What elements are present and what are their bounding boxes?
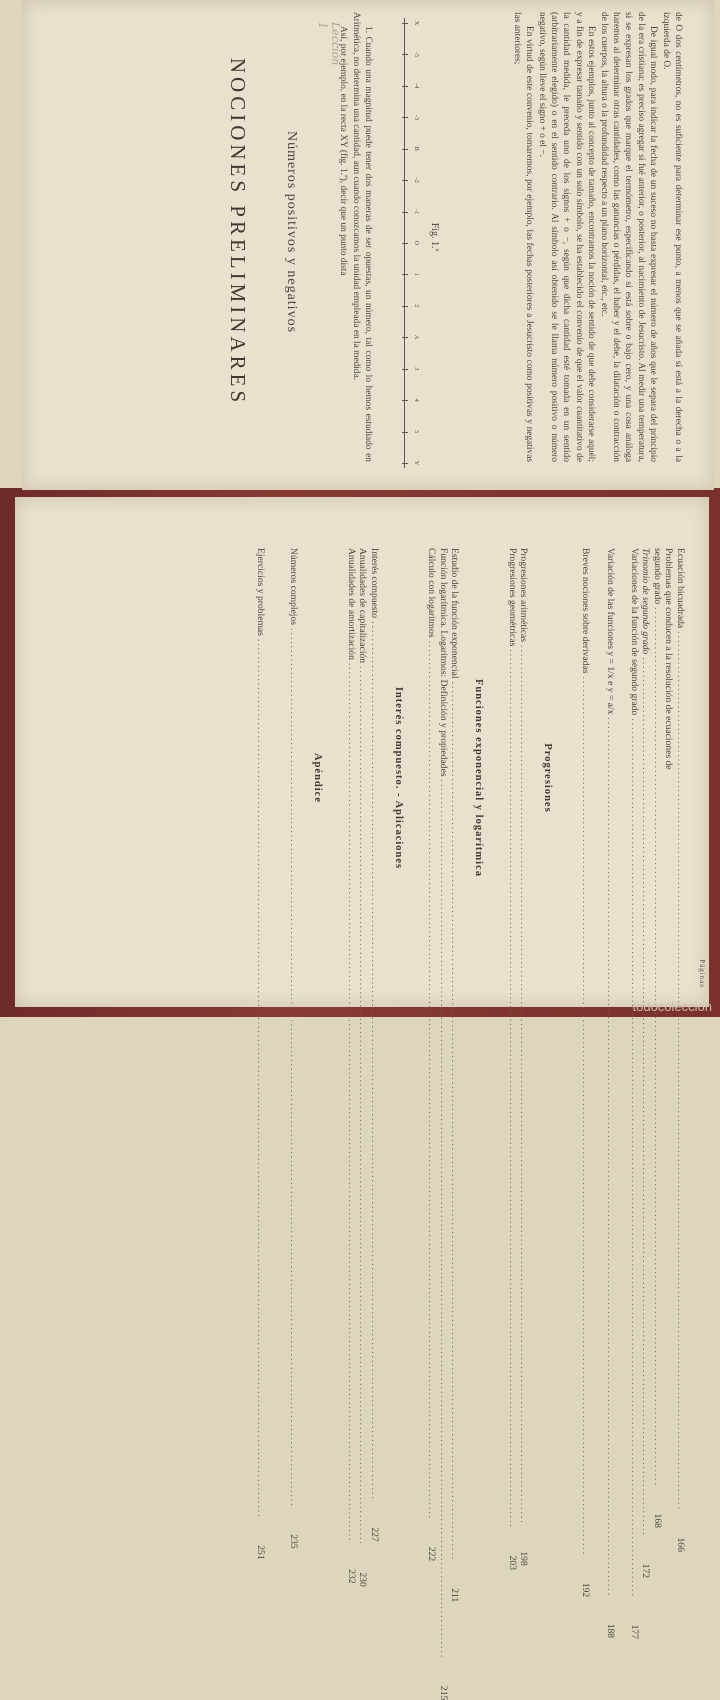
paragraph-4: De igual modo, para indicar la fecha de un suceso no basta expresar el número de años que le separa del principio de la era cristiana; es preciso agregar si fué anterior, o posterior, al nacimiento de Jesucristo. Al medir una temperatura, si se expresan los grados que marque el termómetro, especificando si está sobre o bajo cero, y una cosa análoga haremos al determinar otras cantidades, como las ganancias o pérdidas, el haber y el debe, la dilatación o contracción de los cuerpos, la altura o la profundidad respecto a un plano horizontal, etc., etc. bbox=[598, 12, 659, 462]
number-line-label: 1 bbox=[413, 272, 420, 277]
index-entry-page: 215 bbox=[438, 1685, 449, 1700]
number-line-tick bbox=[402, 306, 408, 307]
watermark-logo: todocoleccion bbox=[632, 999, 712, 1014]
dot-leader: ........................................................................................................................................................................................................ bbox=[605, 717, 617, 1598]
number-line-tick bbox=[402, 86, 408, 87]
paragraph-3: de O dos centímetros, no es suficiente para determinar ese punto, a menos que se añada si está a la derecha o a la izquierda de O. bbox=[660, 12, 683, 462]
number-line-tick bbox=[402, 180, 408, 181]
number-line-label: -1 bbox=[413, 208, 420, 215]
number-line-tick bbox=[402, 243, 408, 244]
number-line-tick bbox=[402, 400, 408, 401]
index-entry bbox=[605, 548, 617, 1639]
index-entry bbox=[255, 548, 266, 1560]
index-entry-label: Números complejos bbox=[288, 548, 300, 626]
dot-leader: ........................................................................................................................................................................................................ bbox=[629, 718, 640, 1598]
index-entry-label: Cálculo con logaritmos bbox=[426, 548, 438, 638]
index-entry bbox=[518, 548, 530, 1566]
number-line-tick bbox=[402, 274, 408, 275]
chapter-title: NOCIONES PRELIMINARES bbox=[226, 57, 250, 407]
index-entry-page: 251 bbox=[255, 1545, 266, 1560]
index-entry-label: Variación de las funciones y = 1/x e y = a/x bbox=[605, 548, 617, 715]
number-line-label: -3 bbox=[413, 114, 420, 120]
index-entry bbox=[580, 548, 591, 1598]
number-line-label: O bbox=[413, 240, 420, 246]
paragraph-2: Así, por ejemplo, en la recta XY (fig. 1.ª), decir que un punto dista bbox=[338, 26, 349, 276]
paragraph-6: En virtud de este convenio, tomaremos, por ejemplo, las fechas posteriores a Jesucristo como positivas y negativas las anteriores; bbox=[511, 12, 535, 462]
pencil-annotation: Lección 1 bbox=[316, 22, 342, 66]
dot-leader: ........................................................................................................................................................................................................ bbox=[426, 640, 438, 1521]
dot-leader: ........................................................................................................................................................................................................ bbox=[580, 676, 591, 1557]
section-apendice: Apéndice bbox=[312, 753, 324, 803]
index-entry-page: 211 bbox=[449, 1588, 461, 1603]
dot-leader: ........................................................................................................................................................................................................ bbox=[640, 657, 652, 1538]
index-entry-label: Trinomio de segundo grado bbox=[640, 548, 652, 655]
number-line-label: Y bbox=[413, 460, 420, 466]
paragraph-block-2 bbox=[510, 12, 684, 462]
index-entry-page: 230 bbox=[357, 1572, 369, 1587]
number-line-tick bbox=[402, 212, 408, 213]
number-line-label: 5 bbox=[413, 429, 420, 434]
number-line-label: A bbox=[413, 334, 420, 340]
number-line-tick bbox=[402, 432, 408, 433]
index-entry-label: Ecuación bicuadrada bbox=[675, 548, 686, 629]
index-entry-label: Estudio de la función exponencial bbox=[449, 548, 461, 679]
index-entry bbox=[652, 548, 663, 1528]
number-line-label: X bbox=[413, 20, 420, 26]
index-entry-label: segundo grado bbox=[652, 548, 663, 605]
index-entry bbox=[507, 548, 518, 1570]
dot-leader: ........................................................................................................................................................................................................ bbox=[675, 631, 686, 1511]
dot-leader: ........................................................................................................................................................................................................ bbox=[369, 621, 380, 1501]
number-line-label: -2 bbox=[413, 177, 420, 183]
figure-number-line bbox=[394, 18, 420, 468]
paragraph-1: 1. Cuando una magnitud puede tener dos maneras de ser opuestas, un número, tal como lo hemos estudiado en Aritmética, no determina una cantidad, aun cuando conozcamos la unidad empleada en la medida. bbox=[350, 12, 373, 462]
paragraph-block-1 bbox=[337, 12, 374, 462]
index-entry-label: Anualidades de amortización bbox=[346, 548, 357, 660]
index-entry-label: Ejercicios y problemas bbox=[255, 548, 266, 636]
dot-leader: ........................................................................................................................................................................................................ bbox=[255, 638, 266, 1519]
figure-caption: Fig. 1.ª bbox=[429, 222, 440, 252]
section-subtitle: Números positivos y negativos bbox=[284, 130, 299, 334]
index-entry-page: 177 bbox=[629, 1624, 640, 1639]
index-entry-page: 188 bbox=[605, 1623, 617, 1639]
index-entry-page: 203 bbox=[507, 1555, 518, 1570]
index-entry bbox=[629, 548, 640, 1639]
dot-leader: ........................................................................................................................................................................................................ bbox=[438, 779, 449, 1660]
index-entry bbox=[288, 548, 300, 1549]
number-line-tick bbox=[402, 337, 408, 338]
number-line-label: 3 bbox=[413, 367, 420, 371]
paragraph-5: En estos ejemplos, junto al concepto de tamaño, encontramos la noción de sentido de que debe considerarse aquél; y a fin de expresar tamaño y sentido con un solo símbolo, se ha establecido el convenio de que el valor cuantitativo de la cantidad medida, le preceda uno de los signos + o −, según que dicha cantidad esté tomada en un sentido (arbitrariamente elegido) o en el sentido contrario. Al símbolo así obtenido se le llama número positivo o número negativo, según lleve el signo + o el −. bbox=[536, 12, 597, 462]
number-line-tick bbox=[402, 54, 408, 55]
page-chapter-content bbox=[34, 12, 714, 482]
number-line-tick bbox=[402, 23, 408, 24]
index-entry bbox=[346, 548, 357, 1584]
section-progresiones: Progresiones bbox=[542, 743, 554, 813]
section-interes: Interés compuesto. - Aplicaciones bbox=[393, 686, 404, 870]
dot-leader: ........................................................................................................................................................................................................ bbox=[449, 681, 461, 1562]
index-entry bbox=[357, 548, 369, 1587]
index-entry-page: 232 bbox=[346, 1569, 357, 1584]
index-entry bbox=[664, 548, 675, 1228]
index-entry bbox=[675, 548, 686, 1552]
index-entry-page: 192 bbox=[580, 1582, 591, 1598]
number-line-label: -5 bbox=[413, 51, 420, 58]
index-entry bbox=[438, 548, 449, 1700]
number-line-label: B bbox=[413, 146, 420, 151]
index-entry bbox=[426, 548, 438, 1562]
index-entry-label: Breves nociones sobre derivadas bbox=[580, 548, 591, 674]
index-entry-page: 227 bbox=[369, 1527, 380, 1542]
dot-leader: ........................................................................................................................................................................................................ bbox=[346, 662, 357, 1543]
number-line-label: 4 bbox=[413, 398, 420, 402]
dot-leader: ........................................................................................................................................................................................................ bbox=[507, 649, 518, 1529]
dot-leader: ........................................................................................................................................................................................................ bbox=[518, 645, 530, 1525]
index-entry bbox=[640, 548, 652, 1579]
dot-leader: ........................................................................................................................................................................................................ bbox=[288, 628, 300, 1508]
index-entry-label: Progresiones geométricas bbox=[507, 548, 518, 647]
dot-leader: ........................................................................................................................................................................................................ bbox=[357, 666, 369, 1546]
number-line-label: 2 bbox=[413, 304, 420, 308]
index-entry bbox=[369, 548, 380, 1542]
index-entry-label: Interés compuesto bbox=[369, 548, 380, 619]
index-entry-page: 222 bbox=[426, 1546, 438, 1562]
number-line-tick bbox=[402, 369, 408, 370]
index-entry-page: 172 bbox=[640, 1563, 652, 1579]
index-entry-page: 198 bbox=[518, 1551, 530, 1566]
index-entry-label: Anualidades de capitalización bbox=[357, 548, 369, 664]
index-entry-label: Función logarítmica. Logaritmos: Definición y propiedades bbox=[438, 548, 449, 777]
number-line-tick bbox=[402, 463, 408, 464]
index-entry-label: Variaciones de la función de segundo grado bbox=[629, 548, 640, 716]
dot-leader: ........................................................................................................................................................................................................ bbox=[652, 607, 663, 1487]
index-entry-page: 235 bbox=[288, 1534, 300, 1549]
number-line-tick bbox=[402, 117, 408, 118]
index-entry bbox=[449, 548, 461, 1603]
section-funciones: Funciones exponencial y logarítmica bbox=[473, 678, 485, 878]
number-line-label: -4 bbox=[413, 83, 420, 89]
index-entry-page: 168 bbox=[652, 1513, 663, 1528]
index-header: Páginas bbox=[698, 959, 706, 988]
number-line-tick bbox=[402, 149, 408, 150]
index-entry-label: Progresiones aritméticas bbox=[518, 548, 530, 643]
index-entry-label: Problemas que conducen a la resolución de ecuaciones de bbox=[663, 548, 675, 770]
index-entry-page: 166 bbox=[675, 1537, 686, 1552]
